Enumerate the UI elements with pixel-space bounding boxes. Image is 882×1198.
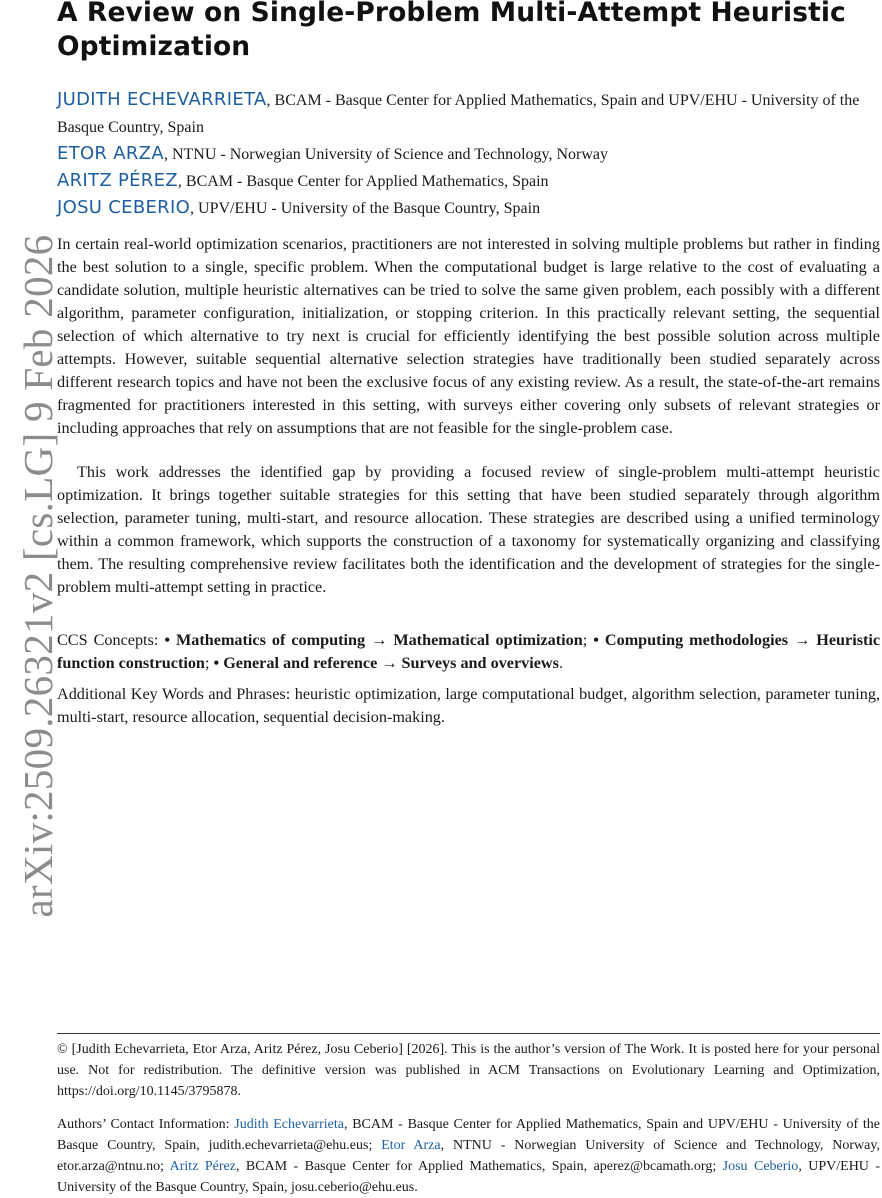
ccs-arrow: → bbox=[381, 654, 398, 672]
ccs-label: CCS Concepts: bbox=[57, 631, 165, 649]
keywords bbox=[57, 683, 880, 729]
ccs-separator: ; bbox=[582, 631, 594, 649]
contact-author-link[interactable]: Etor Arza bbox=[381, 1138, 441, 1153]
contact-details: , BCAM - Basque Center for Applied Mathematics, Spain and UPV/EHU - University of the Basque Country, Spain, judith.echevarrieta@ehu.eus; bbox=[57, 1117, 881, 1153]
ccs-concepts bbox=[57, 629, 880, 675]
ccs-bullet: • bbox=[593, 631, 599, 649]
contact-author-link[interactable]: Aritz Pérez bbox=[169, 1159, 236, 1174]
ccs-bullet: • bbox=[164, 631, 170, 649]
author-line-4 bbox=[57, 194, 882, 222]
copyright-notice: © [Judith Echevarrieta, Etor Arza, Aritz Pérez, Josu Ceberio] [2026]. This is the author’s version of The Work. It is posted here for your personal use. Not for redistribution. The definitive version was published in ACM Transactions on Evolutionary Learning and Optimization, https://doi.org/10.1145/3795878. bbox=[57, 1042, 880, 1099]
ccs-subconcept: Heuristic function construction bbox=[57, 631, 881, 672]
author-affiliation: , NTNU - Norwegian University of Science and Technology, Norway bbox=[163, 146, 609, 163]
abstract-paragraph-1: In certain real-world optimization scenarios, practitioners are not interested in solving multiple problems but rather in finding the best solution to a single, specific problem. When the computational budget is large relative to the cost of evaluating a candidate solution, multiple heuristic alternatives can be tried to solve the same given problem, each possibly with a different algorithm, parameter configuration, initialization, or stopping criterion. In this practically relevant setting, the sequential selection of which alternative to try next is crucial for efficiently identifying the best possible solution across multiple attempts. However, suitable sequential alternative selection strategies have traditionally been studied separately across different research topics and have not been the exclusive focus of any existing review. As a result, the state-of-the-art remains fragmented for practitioners interested in this setting, with surveys either covering only subsets of relevant strategies or including approaches that rely on assumptions that are not feasible for the single-problem case. bbox=[57, 235, 880, 437]
ccs-concept: Mathematics of computing bbox=[176, 631, 366, 649]
ccs-subconcept: Mathematical optimization bbox=[393, 631, 583, 649]
author-affiliation: , BCAM - Basque Center for Applied Mathematics, Spain bbox=[177, 173, 549, 190]
ccs-subconcept: Surveys and overviews bbox=[401, 654, 559, 672]
author-name[interactable]: ETOR ARZA bbox=[57, 143, 164, 164]
ccs-separator: ; bbox=[204, 654, 214, 672]
contact-author-link[interactable]: Josu Ceberio bbox=[722, 1159, 799, 1174]
contact-information bbox=[57, 1114, 880, 1198]
paper-title: A Review on Single-Problem Multi-Attempt Heuristic Optimization bbox=[57, 0, 846, 62]
ccs-arrow: → bbox=[794, 631, 811, 649]
ccs-bullet: • bbox=[213, 654, 220, 672]
contact-label: Authors’ Contact Information: bbox=[57, 1117, 235, 1132]
ccs-concept: General and reference bbox=[223, 654, 378, 672]
author-line-2 bbox=[57, 140, 882, 168]
ccs-arrow: → bbox=[371, 631, 388, 649]
author-name[interactable]: ARITZ PÉREZ bbox=[57, 170, 178, 191]
contact-author-link[interactable]: Judith Echevarrieta bbox=[234, 1117, 344, 1132]
arxiv-identifier[interactable]: arXiv:2509.26321v2 [cs.LG] 9 Feb 2026 bbox=[15, 234, 61, 918]
ccs-concept: Computing methodologies bbox=[604, 631, 789, 649]
author-affiliation: , UPV/EHU - University of the Basque Country, Spain bbox=[190, 200, 541, 217]
author-line-1 bbox=[57, 86, 882, 141]
abstract-paragraph-2: This work addresses the identified gap by providing a focused review of single-problem multi-attempt heuristic optimization. It brings together suitable strategies for this setting that have been studied separately through algorithm selection, parameter tuning, multi-start, and resource allocation. These strategies are described using a unified terminology within a common framework, which supports the construction of a taxonomy for systematically organizing and classifying them. The resulting comprehensive review facilitates both the identification and the development of strategies for the single-problem multi-attempt setting in practice. bbox=[57, 463, 880, 596]
keywords-label: Additional Key Words and Phrases: bbox=[57, 685, 295, 703]
author-name[interactable]: JOSU CEBERIO bbox=[57, 197, 191, 218]
footnote-divider bbox=[57, 1033, 880, 1034]
author-name[interactable]: JUDITH ECHEVARRIETA bbox=[57, 89, 267, 110]
contact-details: , UPV/EHU - University of the Basque Country, Spain, josu.ceberio@ehu.eus. bbox=[57, 1159, 881, 1195]
contact-details: , BCAM - Basque Center for Applied Mathematics, Spain, aperez@bcamath.org; bbox=[235, 1159, 723, 1174]
keywords-text: heuristic optimization, large computational budget, algorithm selection, parameter tuning, multi-start, resource allocation, sequential decision-making. bbox=[57, 685, 880, 726]
author-line-3 bbox=[57, 167, 882, 195]
ccs-end: . bbox=[558, 654, 563, 672]
author-affiliation: , BCAM - Basque Center for Applied Mathematics, Spain and UPV/EHU - University of the Basque Country, Spain bbox=[57, 92, 860, 136]
contact-details: , NTNU - Norwegian University of Science and Technology, Norway, etor.arza@ntnu.no; bbox=[57, 1138, 880, 1174]
